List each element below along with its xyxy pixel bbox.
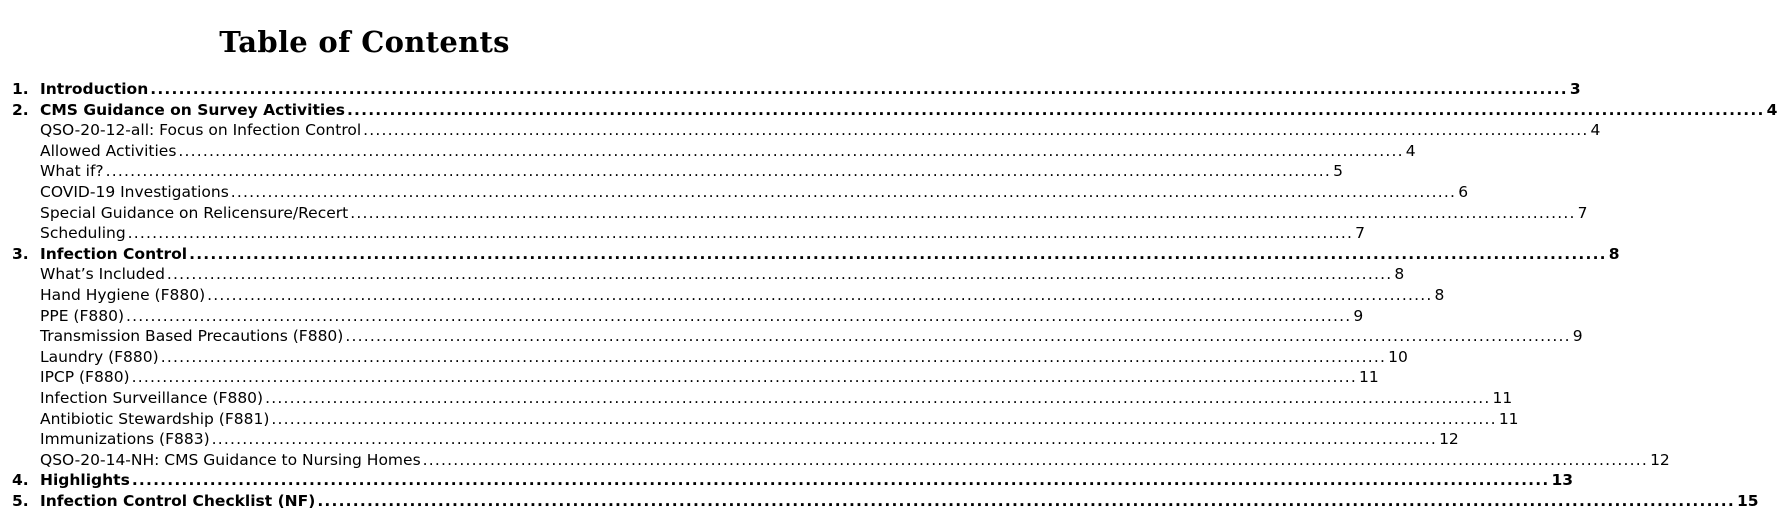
toc-section-entry[interactable] [0,244,1620,265]
toc-dot-leader: ........................................................................................................................................................................................................ [207,286,1433,304]
toc-subsection-entry[interactable] [0,182,1469,203]
toc-entry-label: PPE (F880) [40,306,125,325]
toc-subsection-entry[interactable] [0,388,1513,409]
toc-subsection-entry[interactable] [0,141,1416,162]
toc-entry-label: CMS Guidance on Survey Activities [40,100,345,119]
toc-dot-leader: ........................................................................................................................................................................................................ [127,224,1354,243]
toc-subsection-entry[interactable] [0,450,1670,471]
toc-entry-number: 2. [12,100,29,119]
toc-subsection-entry[interactable] [0,347,1408,368]
toc-entry-label: Special Guidance on Relicensure/Recert [40,203,349,222]
page-title: Table of Contents [219,25,510,60]
toc-entry-label: QSO-20-14-NH: CMS Guidance to Nursing Homes [40,450,421,469]
toc-entry-label: Introduction [40,80,149,98]
toc-entry-page-number: 3 [1569,80,1581,98]
toc-dot-leader: ........................................................................................................................................................................................................ [105,162,1332,181]
toc-subsection-entry[interactable] [0,367,1379,388]
toc-entry-page-number: 9 [1353,306,1364,325]
toc-subsection-entry[interactable] [0,429,1459,450]
toc-dot-leader: ........................................................................................................................................................................................................ [131,368,1358,387]
toc-dot-leader: ........................................................................................................................................................................................................ [345,327,1571,346]
toc-dot-leader: ........................................................................................................................................................................................................ [422,450,1649,469]
toc-subsection-entry[interactable] [0,326,1583,347]
toc-entry-page-number: 8 [1394,265,1405,284]
toc-entry-page-number: 5 [1333,162,1343,181]
toc-section-entry[interactable] [0,491,1759,512]
toc-entry-label: IPCP (F880) [40,368,130,387]
toc-entry-page-number: 4 [1590,121,1601,140]
toc-subsection-entry[interactable] [0,223,1365,244]
toc-entry-page-number: 8 [1434,286,1445,304]
toc-subsection-entry[interactable] [0,203,1588,224]
toc-entry-page-number: 7 [1355,224,1365,243]
toc-subsection-entry[interactable] [0,285,1445,306]
toc-entry-number: 1. [12,80,29,98]
toc-entry-page-number: 15 [1736,492,1759,510]
toc-subsection-entry[interactable] [0,264,1405,285]
toc-subsection-entry[interactable] [0,409,1519,430]
toc-subsection-entry[interactable] [0,120,1601,141]
toc-entry-page-number: 11 [1498,409,1519,428]
toc-subsection-entry[interactable] [0,161,1343,182]
toc-entry-label: Immunizations (F883) [40,430,210,449]
toc-entry-label: QSO-20-12-all: Focus on Infection Control [40,121,362,140]
toc-subsection-entry[interactable] [0,306,1364,327]
toc-entry-page-number: 11 [1492,389,1513,407]
toc-dot-leader: ........................................................................................................................................................................................................ [126,306,1352,325]
toc-entry-page-number: 4 [1405,141,1416,160]
toc-entry-page-number: 6 [1458,183,1469,201]
toc-dot-leader: ........................................................................................................................................................................................................ [265,389,1491,407]
toc-dot-leader: ........................................................................................................................................................................................................ [166,265,1393,284]
toc-entry-label: Infection Control [40,244,188,263]
toc-entry-label: Infection Control Checklist (NF) [40,492,316,510]
toc-dot-leader: ........................................................................................................................................................................................................ [346,100,1765,119]
toc-entry-page-number: 10 [1388,347,1408,366]
toc-entry-page-number: 13 [1551,471,1574,490]
toc-entry-page-number: 4 [1766,100,1777,119]
toc-dot-leader: ........................................................................................................................................................................................................ [317,492,1735,510]
toc-entry-label: What if? [40,162,104,181]
toc-dot-leader: ........................................................................................................................................................................................................ [363,121,1589,140]
toc-entry-label: What’s Included [40,265,165,284]
toc-dot-leader: ........................................................................................................................................................................................................ [211,430,1438,449]
toc-dot-leader: ........................................................................................................................................................................................................ [150,80,1568,98]
toc-dot-leader: ........................................................................................................................................................................................................ [230,183,1457,201]
toc-entry-label: Transmission Based Precautions (F880) [40,327,344,346]
toc-entry-label: Antibiotic Stewardship (F881) [40,409,270,428]
toc-dot-leader: ........................................................................................................................................................................................................ [178,141,1404,160]
toc-entry-page-number: 9 [1572,327,1583,346]
toc-entry-number: 5. [12,492,29,510]
toc-entry-label: Allowed Activities [40,141,177,160]
toc-entry-page-number: 7 [1577,203,1588,222]
toc-dot-leader: ........................................................................................................................................................................................................ [189,244,1607,263]
toc-dot-leader: ........................................................................................................................................................................................................ [160,347,1387,366]
toc-entry-page-number: 12 [1650,450,1670,469]
toc-section-entry[interactable] [0,470,1574,491]
toc-entry-label: Hand Hygiene (F880) [40,286,206,304]
toc-entry-page-number: 8 [1608,244,1620,263]
toc-entry-number: 4. [12,471,29,490]
toc-entry-label: COVID-19 Investigations [40,183,229,201]
toc-dot-leader: ........................................................................................................................................................................................................ [350,203,1576,222]
toc-section-entry[interactable] [0,79,1581,100]
toc-entry-page-number: 12 [1439,430,1459,449]
toc-entry-page-number: 11 [1359,368,1379,387]
toc-entry-label: Laundry (F880) [40,347,159,366]
toc-entry-label: Infection Surveillance (F880) [40,389,264,407]
toc-dot-leader: ........................................................................................................................................................................................................ [271,409,1497,428]
toc-entry-number: 3. [12,244,29,263]
toc-dot-leader: ........................................................................................................................................................................................................ [131,471,1550,490]
toc-section-entry[interactable] [0,100,1777,121]
toc-entry-label: Scheduling [40,224,126,243]
toc-entry-label: Highlights [40,471,130,490]
